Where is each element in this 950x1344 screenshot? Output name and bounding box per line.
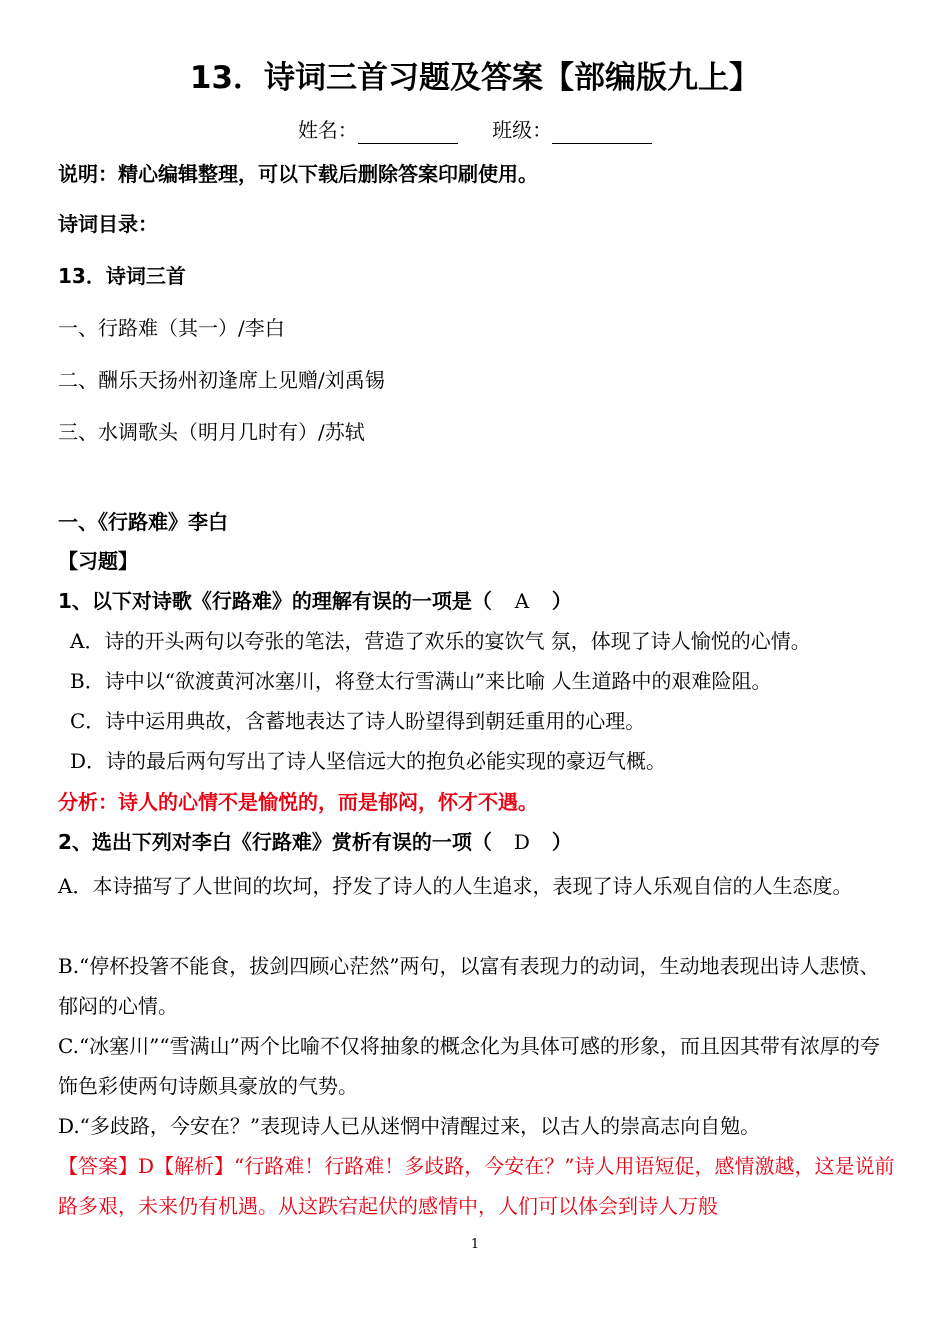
student-info <box>0 116 950 144</box>
option-b: B．诗中以“欲渡黄河冰塞川，将登太行雪满山”来比喻 人生道路中的艰难险阻。 <box>70 669 772 693</box>
toc-section: 13．诗词三首 <box>58 264 186 288</box>
option-c: C．诗中运用典故，含蓄地表达了诗人盼望得到朝廷重用的心理。 <box>70 709 646 733</box>
toc-item: 三、水调歌头（明月几时有）/苏轼 <box>58 420 365 444</box>
class-label: 班级： <box>492 118 553 142</box>
question-1-stem: 1、以下对诗歌《行路难》的理解有误的一项是（ <box>58 589 492 613</box>
question-2-answer: D <box>513 830 530 854</box>
note: 说明：精心编辑整理，可以下载后删除答案印刷使用。 <box>58 162 538 186</box>
class-blank[interactable] <box>552 123 652 144</box>
toc-item: 二、酬乐天扬州初逢席上见赠/刘禹锡 <box>58 368 385 392</box>
question-1-close: ） <box>551 589 572 613</box>
option-a: A．本诗描写了人世间的坎坷，抒发了诗人的人生追求，表现了诗人乐观自信的人生态度。 <box>58 874 853 898</box>
answer-explanation: 【答案】D【解析】“行路难！行路难！多歧路，今安在？”诗人用语短促，感情激越，这是说前路多艰，未来仍有机遇。从这跌宕起伏的感情中，人们可以体会到诗人万般 <box>58 1154 895 1218</box>
option-c: C.“冰塞川”“雪满山”两个比喻不仅将抽象的概念化为具体可感的形象，而且因其带有浓厚的夸饰色彩使两句诗颇具豪放的气势。 <box>58 1034 880 1098</box>
analysis: 分析：诗人的心情不是愉悦的，而是郁闷，怀才不遇。 <box>58 790 538 814</box>
option-d: D．诗的最后两句写出了诗人坚信远大的抱负必能实现的豪迈气概。 <box>70 749 667 773</box>
page-number: 1 <box>470 1237 480 1252</box>
option-d: D.“多歧路，今安在？”表现诗人已从迷惘中清醒过来，以古人的崇高志向自勉。 <box>58 1114 761 1138</box>
name-label: 姓名： <box>297 118 358 142</box>
question-1-answer: A <box>514 589 530 613</box>
option-a: A．诗的开头两句以夸张的笔法，营造了欢乐的宴饮气 氛，体现了诗人愉悦的心情。 <box>70 629 811 653</box>
name-blank[interactable] <box>358 123 458 144</box>
section-heading: 一、《行路难》李白 <box>58 510 228 534</box>
page-title: 13．诗词三首习题及答案【部编版九上】 <box>189 60 761 96</box>
exercise-label: 【习题】 <box>58 549 138 573</box>
question-1 <box>58 587 572 615</box>
toc-heading: 诗词目录： <box>58 212 158 236</box>
option-b: B.“停杯投箸不能食，拔剑四顾心茫然”两句，以富有表现力的动词，生动地表现出诗人悲愤、郁闷的心情。 <box>58 954 880 1018</box>
question-2-close: ） <box>551 830 572 854</box>
toc-item: 一、行路难（其一）/李白 <box>58 316 285 340</box>
question-2-stem: 2、选出下列对李白《行路难》赏析有误的一项（ <box>58 830 492 854</box>
question-2 <box>58 828 572 856</box>
